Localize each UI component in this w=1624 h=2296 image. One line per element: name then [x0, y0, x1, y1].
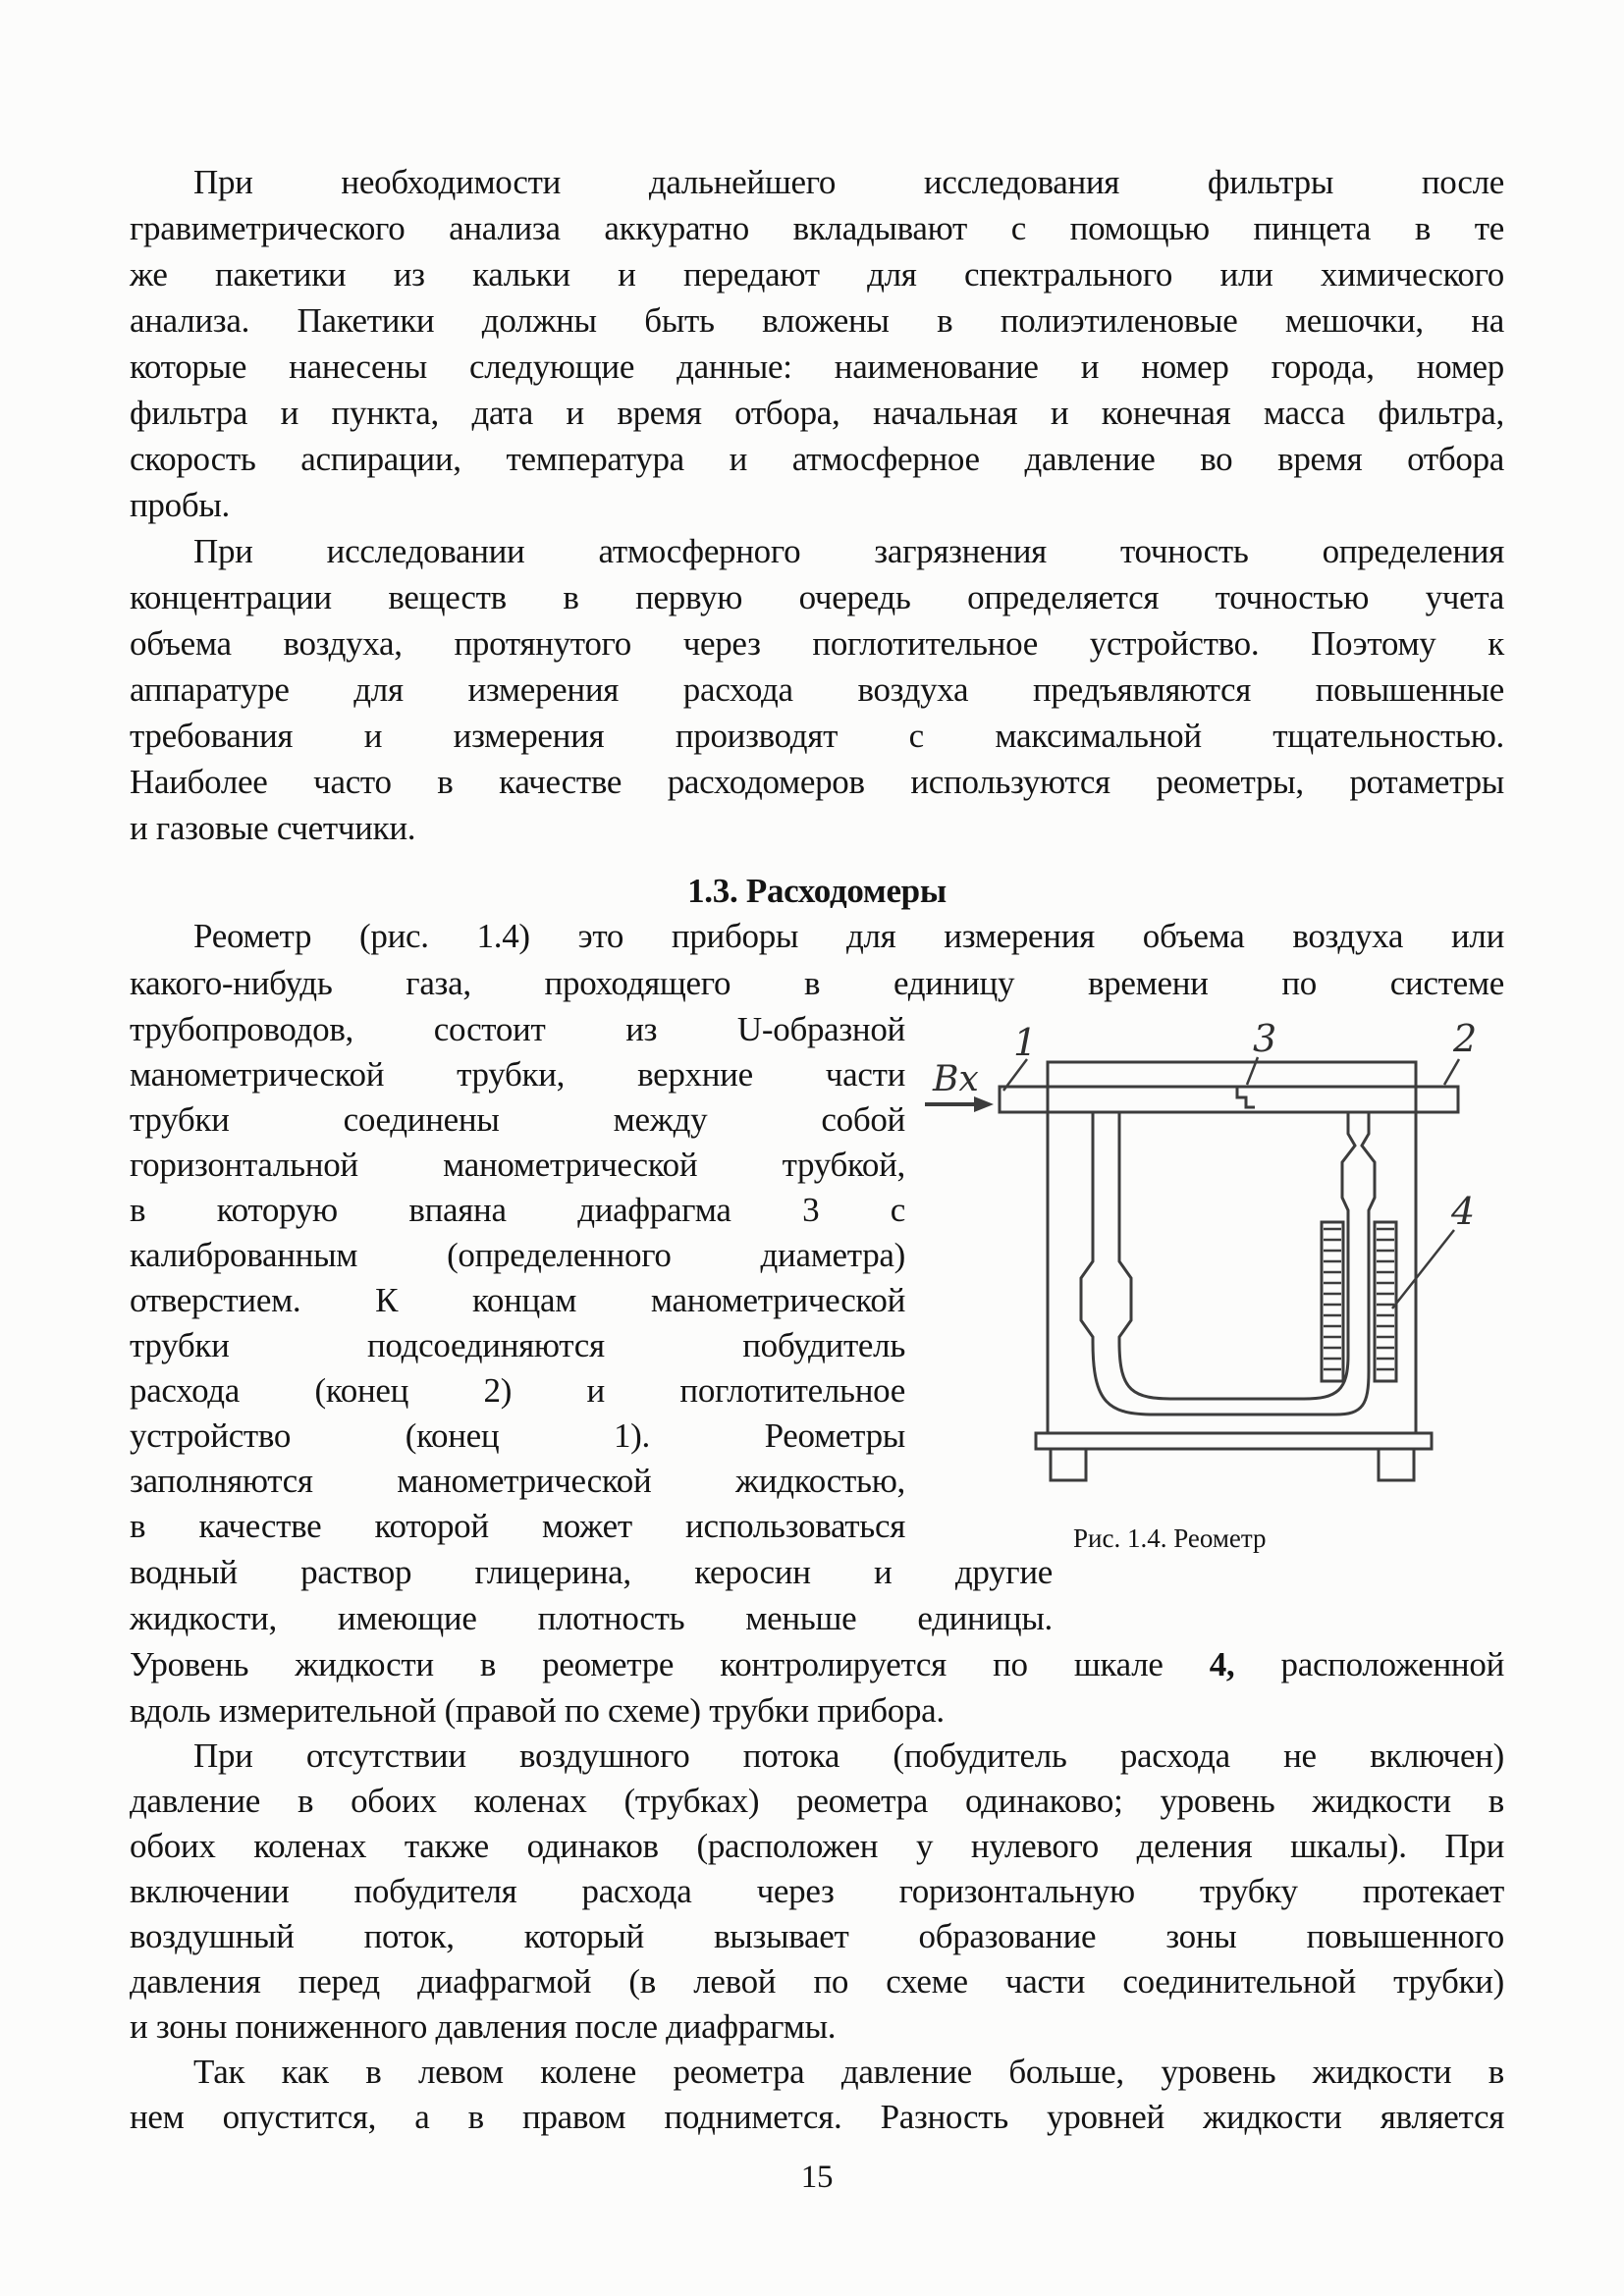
inlet-label: Вх — [933, 1059, 979, 1099]
text-line: расхода (конец 2) и поглотительное — [130, 1371, 905, 1410]
level-line-pre: Уровень жидкости в реометре контролируется по шкале — [130, 1645, 1210, 1683]
section-heading — [130, 872, 1504, 911]
text-line: жидкости, имеющие плотность меньше единицы. — [130, 1599, 1053, 1637]
rheometer-diagram — [913, 996, 1512, 1526]
horizontal-tube — [1000, 1087, 1458, 1112]
text-line: горизонтальной манометрической трубкой, — [130, 1146, 905, 1184]
text-line — [130, 1641, 1504, 1687]
callout-1: 1 — [1013, 1021, 1038, 1064]
text-line: объема воздуха, протянутого через поглотительное устройство. Поэтому к — [130, 624, 1504, 663]
text-line: Так как в левом колене реометра давление больше, уровень жидкости в — [193, 2053, 1504, 2091]
text-line: пробы. — [130, 486, 231, 524]
paragraph-liquid-level — [130, 1641, 1504, 1734]
callout-leader-2 — [1444, 1059, 1459, 1085]
base-foot-left — [1051, 1449, 1086, 1480]
callout-3: 3 — [1253, 1017, 1277, 1060]
text-line: включении побудителя расхода через горизонтальную трубку протекает — [130, 1872, 1504, 1910]
paragraph-rheometer-wrapped — [130, 1007, 905, 1549]
figure-caption: Рис. 1.4. Реометр — [1073, 1523, 1267, 1553]
base-plate — [1036, 1433, 1432, 1449]
text-line: в качестве которой может использоваться — [130, 1507, 905, 1545]
scale-ticks-left — [1324, 1229, 1341, 1369]
text-line: и зоны пониженного давления после диафрагмы. — [130, 2007, 837, 2046]
text-line: и газовые счетчики. — [130, 809, 416, 847]
paragraph-rheometer-liquids — [130, 1549, 1053, 1641]
figure-rheometer — [913, 996, 1512, 1526]
callout-leader-4 — [1392, 1230, 1454, 1308]
text-line: концентрации веществ в первую очередь определяется точностью учета — [130, 578, 1504, 616]
callout-2: 2 — [1453, 1017, 1478, 1060]
text-line: Наиболее часто в качестве расходомеров используются реометры, ротаметры — [130, 763, 1504, 801]
text-line: аппаратуре для измерения расхода воздуха предъявляются повышенные — [130, 670, 1504, 709]
base-foot-right — [1379, 1449, 1414, 1480]
text-line: которые нанесены следующие данные: наименование и номер города, номер — [130, 347, 1504, 386]
text-line: скорость аспирации, температура и атмосферное давление во время отбора — [130, 440, 1504, 478]
text-line: анализа. Пакетики должны быть вложены в полиэтиленовые мешочки, на — [130, 301, 1504, 340]
scale-number-bold: 4, — [1209, 1645, 1235, 1683]
scale-strip-right — [1375, 1222, 1396, 1381]
text-line: трубки соединены между собой — [130, 1100, 905, 1139]
text-line: давления перед диафрагмой (в левой по схеме части соединительной трубки) — [130, 1962, 1504, 2001]
paragraph-accuracy — [130, 528, 1504, 851]
text-line: в которую впаяна диафрагма 3 с — [130, 1191, 905, 1229]
text-line: водный раствор глицерина, керосин и другие — [130, 1553, 1053, 1591]
scale-strip-left — [1322, 1222, 1343, 1381]
text-line: какого-нибудь газа, проходящего в единицу времени по системе — [130, 964, 1504, 1002]
text-line: трубопроводов, состоит из U-образной — [130, 1010, 905, 1048]
text-line: отверстием. К концам манометрической — [130, 1281, 905, 1319]
text-line: воздушный поток, который вызывает образование зоны повышенного — [130, 1917, 1504, 1955]
section-heading-text: 1.3. Расходомеры — [687, 872, 947, 910]
text-line: вдоль измерительной (правой по схеме) трубки прибора. — [130, 1691, 945, 1730]
paragraph-filters — [130, 159, 1504, 528]
text-line: При отсутствии воздушного потока (побудитель расхода не включен) — [193, 1736, 1504, 1775]
text-line: гравиметрического анализа аккуратно вкладывают с помощью пинцета в те — [130, 209, 1504, 247]
text-line: давление в обоих коленах (трубках) реометра одинаково; уровень жидкости в — [130, 1782, 1504, 1820]
text-line: устройство (конец 1). Реометры — [130, 1416, 905, 1455]
callout-4: 4 — [1451, 1190, 1476, 1233]
scale-ticks-right — [1377, 1229, 1394, 1369]
text-line: нем опустится, а в правом поднимется. Разность уровней жидкости является — [130, 2098, 1504, 2136]
text-line: калиброванным (определенного диаметра) — [130, 1236, 905, 1274]
text-line: манометрической трубки, верхние части — [130, 1055, 905, 1094]
text-line: обоих коленах также одинаков (расположен у нулевого деления шкалы). При — [130, 1827, 1504, 1865]
text-line: Реометр (рис. 1.4) это приборы для измерения объема воздуха или — [193, 917, 1504, 955]
text-line: трубки подсоединяются побудитель — [130, 1326, 905, 1364]
frame — [1048, 1062, 1416, 1432]
page-number: 15 — [800, 2160, 834, 2195]
tube-inner-wall — [1119, 1112, 1355, 1399]
paragraph-airflow — [130, 1734, 1504, 2050]
level-line-post: расположенной — [1234, 1645, 1504, 1683]
text-line: При исследовании атмосферного загрязнения точность определения — [193, 532, 1504, 570]
text-line: заполняются манометрической жидкостью, — [130, 1462, 905, 1500]
paragraph-rheometer-intro — [130, 913, 1504, 1007]
paragraph-pressure-difference — [130, 2050, 1504, 2140]
text-line: При необходимости дальнейшего исследования фильтры после — [193, 163, 1504, 201]
text-line: же пакетики из кальки и передают для спектрального или химического — [130, 255, 1504, 294]
text-line: требования и измерения производят с максимальной тщательностью. — [130, 717, 1504, 755]
text-line: фильтра и пункта, дата и время отбора, начальная и конечная масса фильтра, — [130, 394, 1504, 432]
